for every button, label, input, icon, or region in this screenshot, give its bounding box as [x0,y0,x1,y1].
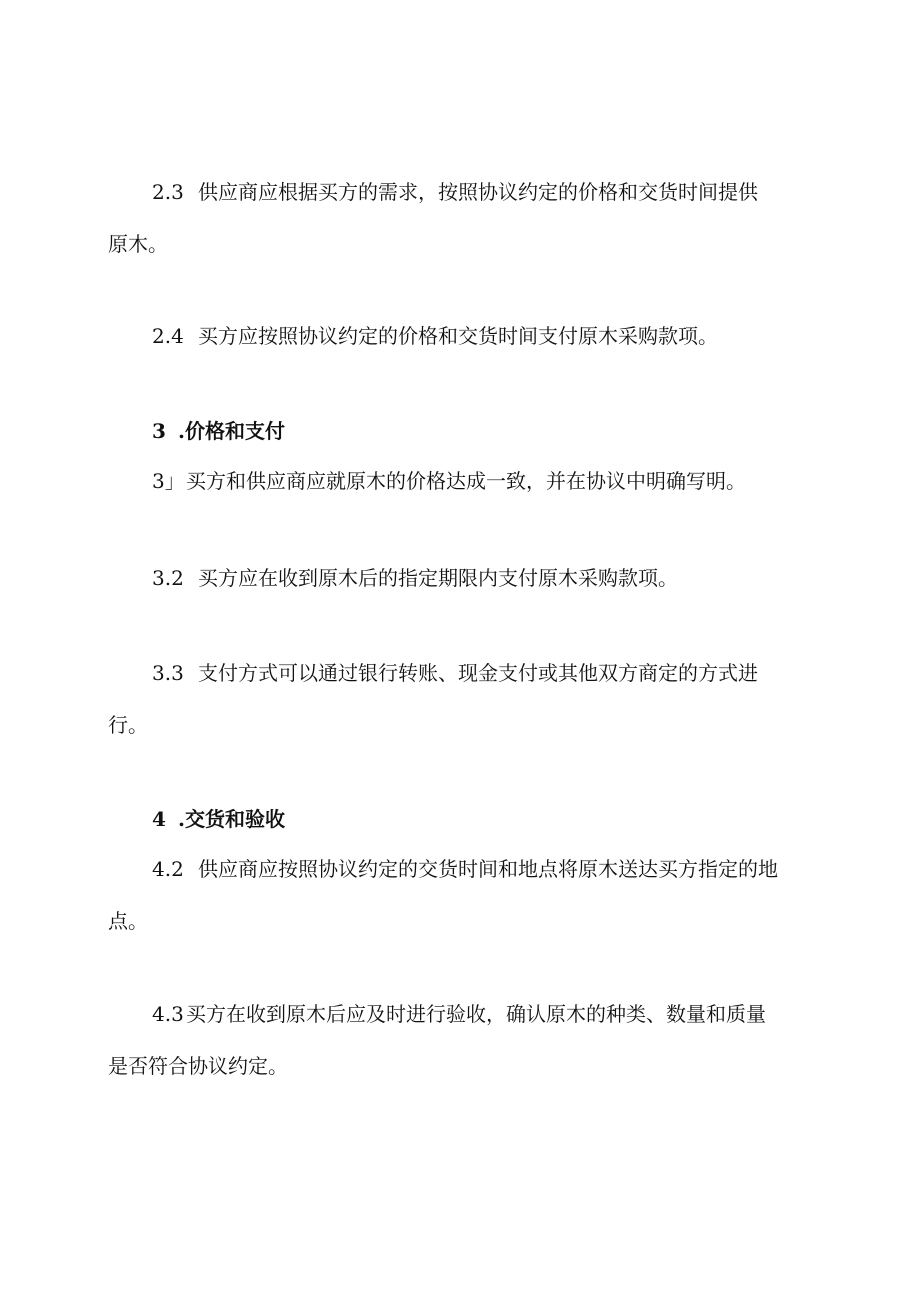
heading-number: 4 [152,807,166,831]
clause-text: 供应商应根据买方的需求，按照协议约定的价格和交货时间提供 [198,180,758,204]
clause-number: 2.4 [152,324,184,348]
section-heading-price-payment [152,411,285,451]
clause-4-3 [108,988,828,1092]
clause-number: 3」 [152,469,185,493]
section-heading-delivery-acceptance [152,799,285,839]
clause-2-4 [108,310,828,362]
clause-text: 买方应按照协议约定的价格和交货时间支付原木采购款项。 [198,324,718,348]
clause-text: 买方和供应商应就原木的价格达成一致，并在协议中明确写明。 [186,469,746,493]
clause-text: 买方在收到原木后应及时进行验收，确认原木的种类、数量和质量 [186,1002,766,1026]
clause-text: 供应商应按照协议约定的交货时间和地点将原木送达买方指定的地 [198,857,778,881]
clause-text: 买方应在收到原木后的指定期限内支付原木采购款项。 [198,566,678,590]
heading-number: 3 [152,419,166,443]
clause-text-continued: 是否符合协议约定。 [108,1054,288,1078]
clause-text: 支付方式可以通过银行转账、现金支付或其他双方商定的方式进 [198,661,758,685]
clause-number: 3.3 [152,661,184,685]
heading-text: .价格和支付 [178,419,285,443]
clause-number: 2.3 [152,180,184,204]
clause-text-continued: 点。 [108,909,148,933]
clause-3-1 [108,455,828,507]
clause-number: 3.2 [152,566,184,590]
clause-2-3 [108,166,828,270]
clause-4-2 [108,843,828,947]
heading-text: .交货和验收 [178,807,285,831]
clause-text-continued: 原木。 [108,232,168,256]
clause-3-2 [108,552,828,604]
clause-3-3 [108,647,828,751]
clause-number: 4.2 [152,857,184,881]
clause-number: 4.3 [152,1002,184,1026]
clause-text-continued: 行。 [108,713,148,737]
